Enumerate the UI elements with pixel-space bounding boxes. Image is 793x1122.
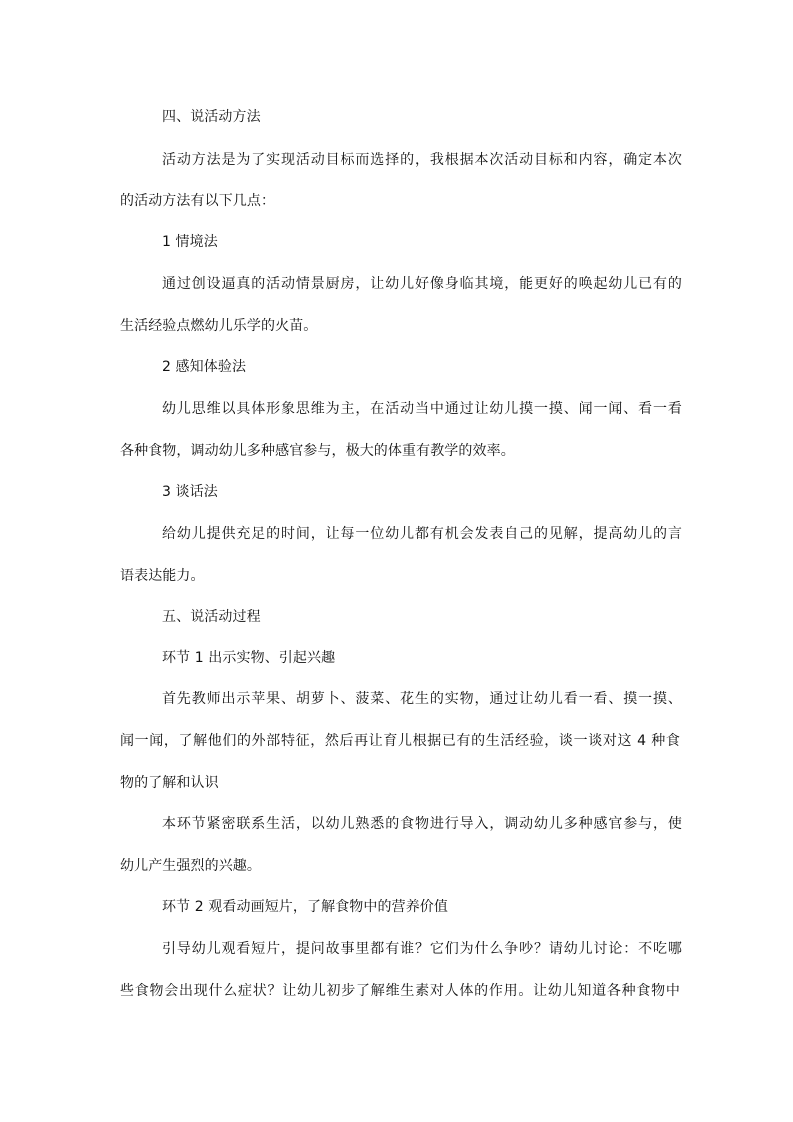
paragraph-line: 物的了解和认识	[120, 775, 219, 791]
paragraph-line: 幼儿思维以具体形象思维为主，在活动当中通过让幼儿摸一摸、闻一闻、看一看	[162, 401, 682, 417]
subheading-situation-method: 1 情境法	[162, 234, 218, 250]
subheading-step-1: 环节 1 出示实物、引起兴趣	[162, 650, 336, 666]
subheading-conversation-method: 3 谈话法	[162, 484, 218, 500]
paragraph-line: 活动方法是为了实现活动目标而选择的，我根据本次活动目标和内容，确定本次	[162, 152, 682, 168]
paragraph-line: 首先教师出示苹果、胡萝卜、菠菜、花生的实物，通过让幼儿看一看、摸一摸、	[162, 691, 682, 707]
paragraph-line: 生活经验点燃幼儿乐学的火苗。	[120, 318, 318, 334]
paragraph-line: 些食物会出现什么症状？让幼儿初步了解维生素对人体的作用。让幼儿知道各种食物中	[120, 983, 680, 999]
paragraph-line: 闻一闻，了解他们的外部特征，然后再让育儿根据已有的生活经验，谈一谈对这 4 种食	[120, 733, 680, 749]
paragraph-line: 通过创设逼真的活动情景厨房，让幼儿好像身临其境，能更好的唤起幼儿已有的	[162, 276, 682, 292]
paragraph-line: 各种食物，调动幼儿多种感官参与，极大的体重有教学的效率。	[120, 443, 515, 459]
paragraph-line: 给幼儿提供充足的时间，让每一位幼儿都有机会发表自己的见解，提高幼儿的言	[162, 526, 682, 542]
paragraph-line: 幼儿产生强烈的兴趣。	[120, 858, 261, 874]
paragraph-line: 引导幼儿观看短片，提问故事里都有谁？它们为什么争吵？请幼儿讨论：不吃哪	[162, 941, 682, 957]
paragraph-line: 语表达能力。	[120, 568, 205, 584]
subheading-perception-method: 2 感知体验法	[162, 359, 247, 375]
subheading-step-2: 环节 2 观看动画短片，了解食物中的营养价值	[162, 899, 449, 915]
paragraph-line: 的活动方法有以下几点：	[120, 193, 276, 209]
paragraph-line: 本环节紧密联系生活，以幼儿熟悉的食物进行导入，调动幼儿多种感官参与，使	[162, 816, 682, 832]
section-heading-activity-methods: 四、说活动方法	[162, 109, 261, 125]
section-heading-activity-process: 五、说活动过程	[162, 609, 261, 625]
